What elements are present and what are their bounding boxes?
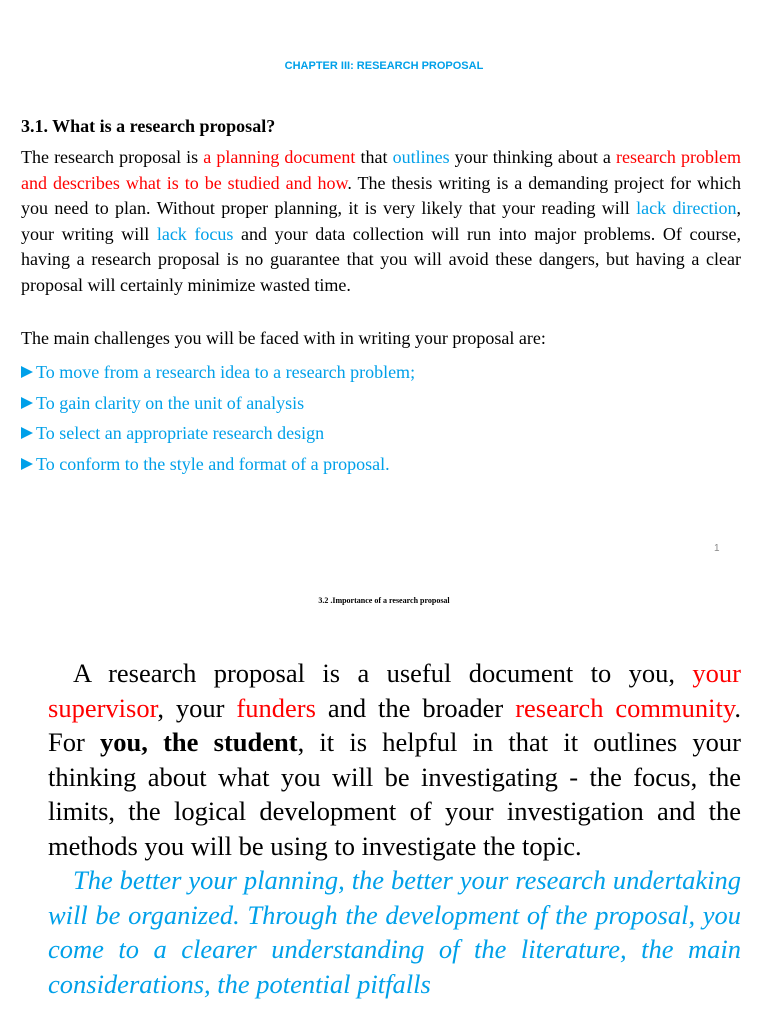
list-item	[21, 449, 415, 480]
highlight-outlines: outlines	[392, 147, 450, 167]
list-item	[21, 357, 415, 388]
paragraph-text: A research proposal is a useful document to you,	[73, 658, 693, 688]
list-item-text: To conform to the style and format of a proposal.	[36, 453, 390, 474]
list-item-text: To move from a research idea to a research problem;	[36, 362, 416, 382]
arrow-bullet-icon	[21, 458, 33, 470]
paragraph-text: and the broader	[315, 692, 516, 723]
challenges-intro: The main challenges you will be faced with in writing your proposal are:	[21, 328, 546, 348]
planning-paragraph: The better your planning, the better your research undertaking will be organized. Through the development of the proposal, you come to a clearer understanding of the literature, the main considerations, the potential pitfalls	[48, 865, 741, 999]
challenges-list	[21, 357, 415, 479]
highlight-planning-document: a planning document	[203, 147, 356, 167]
paragraph-text: , it is helpful in that it outlines your thinking about what you will be investigating - the focus, the limits, the logical development of your investigation and the methods you will be using to investigate the topic.	[48, 727, 741, 861]
paragraph-text: that	[355, 147, 393, 167]
page-number: 1	[714, 543, 720, 554]
highlight-funders: funders	[236, 692, 316, 723]
paragraph-text: and your data collection will run into major problems. Of course, having a research proposal is no guarantee that you will avoid these dangers, but having a clear proposal will certainly minimize wasted time.	[21, 223, 741, 295]
arrow-bullet-icon	[21, 397, 33, 409]
highlight-lack-focus: lack focus	[156, 223, 234, 244]
highlight-your-supervisor: your supervisor	[48, 658, 741, 723]
list-item	[21, 418, 415, 449]
list-item-text: To select an appropriate research design	[36, 423, 325, 443]
section-heading: 3.1. What is a research proposal?	[21, 116, 276, 136]
bold-you-the-student: you, the student	[100, 727, 298, 757]
importance-paragraph	[48, 656, 741, 863]
paragraph-text: your thinking about a	[449, 147, 616, 167]
arrow-bullet-icon	[21, 366, 33, 378]
paragraph-text: , your	[157, 692, 237, 723]
chapter-title: CHAPTER III: RESEARCH PROPOSAL	[284, 60, 484, 72]
list-item-text: To gain clarity on the unit of analysis	[36, 392, 305, 413]
importance-body	[48, 656, 741, 1001]
highlight-research-problem: research problem and describes what is to be studied and how	[21, 147, 742, 193]
list-item	[21, 388, 415, 419]
highlight-research-community: research community	[515, 692, 735, 723]
paragraph-text: . For	[48, 692, 741, 757]
paragraph-text: . The thesis writing is a demanding project for which you need to plan. Without proper planning, it is very likely that your reading will	[21, 172, 741, 218]
highlight-lack-direction: lack direction	[636, 198, 737, 218]
arrow-bullet-icon	[21, 427, 33, 439]
paragraph-text: , your writing will	[21, 198, 741, 244]
document-page-2	[0, 580, 768, 1024]
paragraph-text: The research proposal is	[21, 147, 204, 167]
definition-paragraph	[21, 145, 741, 298]
section-heading-importance: 3.2 .Importance of a research proposal	[318, 596, 450, 605]
